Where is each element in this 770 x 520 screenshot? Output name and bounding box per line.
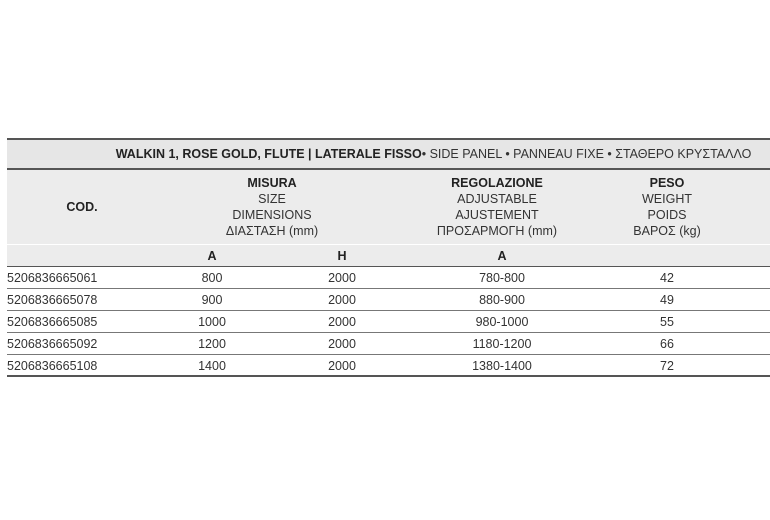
- header-peso-line: ΒΑΡΟΣ (kg): [633, 224, 701, 238]
- table-title-bold: WALKIN 1, ROSE GOLD, FLUTE | LATERALE FISSO: [115, 147, 422, 161]
- cell-a: 1400: [198, 359, 226, 373]
- cell-adjustable: 1380-1400: [472, 359, 532, 373]
- subheader-row: [7, 245, 770, 267]
- header-regolazione-main: REGOLAZIONE: [451, 176, 543, 190]
- cell-adjustable: 880-900: [479, 293, 525, 307]
- cell-code: 5206836665085: [7, 315, 98, 329]
- header-peso: [607, 175, 727, 239]
- table-title-row: [7, 138, 770, 170]
- cell-a: 900: [201, 293, 223, 307]
- header-row: [7, 170, 770, 245]
- cell-adjustable: 1180-1200: [472, 337, 532, 351]
- header-misura-line: DIMENSIONS: [232, 208, 312, 222]
- table-row: [7, 355, 770, 377]
- subheader-h: H: [337, 249, 347, 263]
- cell-weight: 42: [660, 271, 674, 285]
- header-peso-main: PESO: [649, 176, 685, 190]
- cell-code: 5206836665092: [7, 337, 98, 351]
- header-regolazione-line: AJUSTEMENT: [455, 208, 539, 222]
- table-row: [7, 311, 770, 333]
- cell-a: 1000: [198, 315, 226, 329]
- subheader-adjustable-a: A: [497, 249, 507, 263]
- cell-h: 2000: [328, 337, 356, 351]
- header-regolazione-line: ΠΡΟΣΑΡΜΟΓΗ (mm): [436, 224, 558, 238]
- header-cod: COD.: [66, 200, 98, 214]
- cell-weight: 72: [660, 359, 674, 373]
- header-peso-line: POIDS: [647, 208, 687, 222]
- table-row: [7, 333, 770, 355]
- cell-adjustable: 980-1000: [475, 315, 529, 329]
- cell-code: 5206836665108: [7, 359, 98, 373]
- cell-h: 2000: [328, 359, 356, 373]
- cell-code: 5206836665061: [7, 271, 98, 285]
- header-regolazione: [407, 175, 587, 239]
- header-regolazione-line: ADJUSTABLE: [457, 192, 537, 206]
- product-table: [7, 138, 770, 377]
- cell-h: 2000: [328, 293, 356, 307]
- header-peso-line: WEIGHT: [642, 192, 692, 206]
- table-title-rest: • SIDE PANEL • PANNEAU FIXE • ΣΤΑΘΕΡΟ ΚΡΥΣΤΑΛΛΟ: [421, 147, 752, 161]
- cell-weight: 66: [660, 337, 674, 351]
- table-row: [7, 289, 770, 311]
- cell-weight: 55: [660, 315, 674, 329]
- table-row: [7, 267, 770, 289]
- cell-h: 2000: [328, 315, 356, 329]
- cell-a: 800: [201, 271, 223, 285]
- header-misura-line: SIZE: [258, 192, 286, 206]
- header-misura-main: MISURA: [247, 176, 297, 190]
- cell-adjustable: 780-800: [479, 271, 525, 285]
- header-misura-line: ΔΙΑΣΤΑΣΗ (mm): [225, 224, 319, 238]
- cell-a: 1200: [198, 337, 226, 351]
- cell-weight: 49: [660, 293, 674, 307]
- cell-h: 2000: [328, 271, 356, 285]
- cell-code: 5206836665078: [7, 293, 98, 307]
- subheader-a: A: [207, 249, 217, 263]
- header-misura: [192, 175, 352, 239]
